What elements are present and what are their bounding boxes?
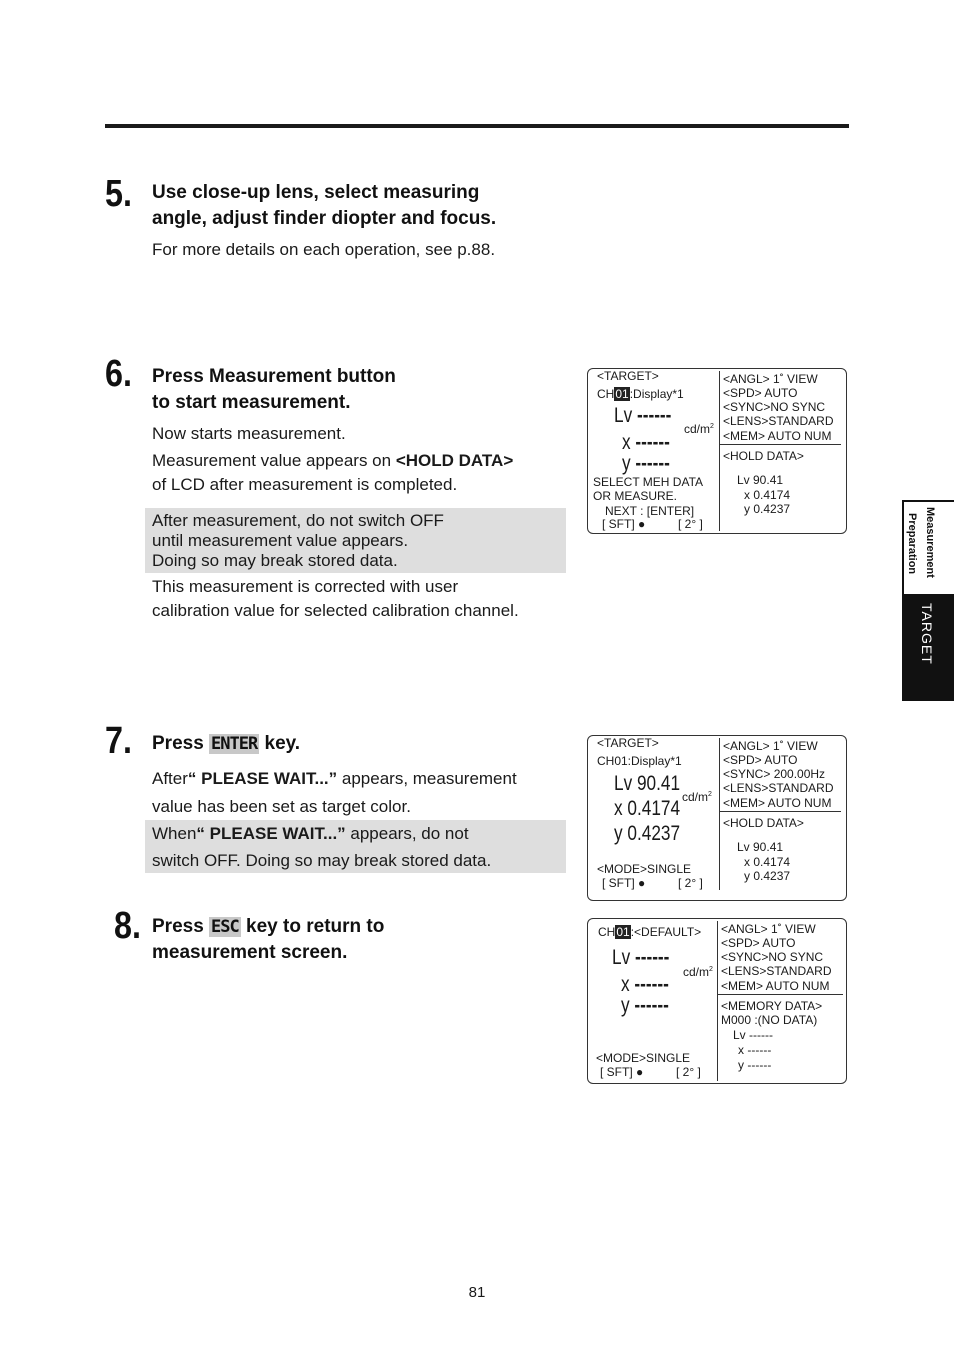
lcd2-lv: Lv 90.41 [614, 772, 681, 795]
lcd-screen-target-set [587, 735, 847, 901]
lcd1-channel-cursor: 01 [615, 387, 629, 401]
lcd3-deg: [ 2° ] [676, 1065, 701, 1079]
lcd3-mem-y: y ------ [738, 1058, 772, 1072]
step-7-number: 7. [105, 720, 132, 762]
step-6-note-line1: After measurement, do not switch OFF [152, 511, 444, 530]
enter-key: ENTER [211, 734, 258, 754]
lcd3-mem-lv: Lv ------ [733, 1028, 773, 1042]
esc-key: ESC [211, 917, 239, 937]
lcd3-memory: <MEMORY DATA> [721, 999, 823, 1013]
hold-data-label: <HOLD DATA> [395, 451, 514, 470]
step-6-number: 6. [105, 353, 132, 395]
lcd3-y: y ------ [621, 994, 669, 1017]
lcd3-lv: Lv ------ [612, 946, 670, 969]
step-6-body3-line1: This measurement is corrected with user [152, 577, 459, 596]
lcd1-spd: <SPD> AUTO [723, 386, 798, 400]
lcd2-channel: CH01:Display*1 [597, 754, 682, 768]
lcd3-angl: <ANGL> 1˚ VIEW [721, 922, 816, 936]
step-6-body3-line2: calibration value for selected calibration channel. [152, 601, 519, 620]
lcd1-unit: $cd/m^2$ [684, 422, 714, 436]
lcd-screen-measure [587, 368, 847, 534]
lcd1-x: x ------ [622, 431, 670, 454]
lcd1-deg: [ 2° ] [678, 517, 703, 531]
step-6-title [152, 364, 396, 416]
lcd2-hold-x: x 0.4174 [744, 855, 791, 869]
step-6-note-line3: Doing so may break stored data. [152, 551, 398, 570]
side-label-target: TARGET [919, 603, 935, 665]
lcd3-lens: <LENS>STANDARD [721, 964, 832, 978]
lcd1-mem: <MEM> AUTO NUM [723, 429, 832, 443]
lcd2-unit: $cd/m^2$ [682, 790, 712, 804]
step-6-title-line1: Press Measurement button [152, 366, 396, 387]
lcd1-target: <TARGET> [597, 369, 659, 383]
lcd1-divider [719, 371, 720, 531]
lcd1-lv: Lv ------ [614, 404, 672, 427]
step-7-title: Press ENTER key. [152, 733, 301, 754]
step-6-body2 [152, 449, 567, 497]
lcd2-sync: <SYNC> 200.00Hz [723, 767, 826, 781]
lcd2-angl: <ANGL> 1˚ VIEW [723, 739, 818, 753]
step-5-title-line2: angle, adjust finder diopter and focus. [152, 208, 497, 229]
lcd1-select2: OR MEASURE. [593, 489, 678, 503]
step-6-title-line2: to start measurement. [152, 392, 351, 413]
lcd2-y: y 0.4237 [614, 822, 681, 845]
lcd1-hdivider [719, 444, 841, 445]
lcd3-mem: <MEM> AUTO NUM [721, 979, 830, 993]
lcd2-mem: <MEM> AUTO NUM [723, 796, 832, 810]
lcd2-lens: <LENS>STANDARD [723, 781, 834, 795]
lcd3-unit: $cd/m^2$ [683, 965, 713, 979]
lcd3-x: x ------ [621, 973, 669, 996]
lcd3-channel: CH01:<DEFAULT> [598, 925, 702, 939]
side-label-measurement: Measurement [924, 507, 936, 578]
lcd2-hold-lv: Lv 90.41 [737, 840, 784, 854]
lcd3-spd: <SPD> AUTO [721, 936, 796, 950]
please-wait-message: “ PLEASE WAIT...” [187, 769, 338, 788]
lcd2-mode: <MODE>SINGLE [597, 862, 692, 876]
lcd1-sft: [ SFT] ● [602, 517, 646, 531]
step-6-note-line2: until measurement value appears. [152, 531, 409, 550]
lcd1-hold-x: x 0.4174 [744, 488, 791, 502]
step-5-title-line1: Use close-up lens, select measuring [152, 182, 480, 203]
lcd3-mode: <MODE>SINGLE [596, 1051, 691, 1065]
lcd-screen-default [587, 918, 847, 1084]
step-6-body3 [152, 575, 519, 623]
step-6-caution-note [145, 508, 566, 573]
lcd1-sync: <SYNC>NO SYNC [723, 400, 826, 414]
lcd3-m000: M000 :(NO DATA) [721, 1013, 818, 1027]
step-7-body: After“ PLEASE WAIT...” appears, measurement value has been set as target color. [152, 769, 517, 816]
page-number: 81 [468, 1284, 486, 1301]
lcd1-angl: <ANGL> 1˚ VIEW [723, 372, 818, 386]
lcd1-channel: CH01:Display*1 [597, 387, 684, 401]
lcd2-spd: <SPD> AUTO [723, 753, 798, 767]
lcd1-next: NEXT : [ENTER] [605, 504, 695, 518]
top-rule [105, 124, 849, 128]
lcd1-hold-lv: Lv 90.41 [737, 473, 784, 487]
step-6-body1: Now starts measurement. [152, 424, 346, 443]
lcd2-hdivider [719, 811, 841, 812]
lcd3-divider [717, 921, 718, 1081]
step-8-title: Press ESC key to return to measurement screen. [152, 916, 385, 963]
step-5-body: For more details on each operation, see p.88. [152, 240, 496, 259]
step-6-body2-pre: Measurement value appears on [152, 451, 396, 470]
side-label-preparation: Preparation [906, 513, 918, 575]
lcd3-sync: <SYNC>NO SYNC [721, 950, 824, 964]
lcd1-lens: <LENS>STANDARD [723, 414, 834, 428]
step-7-caution-note: When“ PLEASE WAIT...” appears, do not switch OFF. Doing so may break stored data. [145, 820, 566, 873]
lcd3-mem-x: x ------ [738, 1043, 772, 1057]
step-6-body2-post: of LCD after measurement is completed. [152, 475, 458, 494]
lcd1-select1: SELECT MEH DATA [593, 475, 704, 489]
lcd3-hdivider [717, 994, 843, 995]
lcd1-y: y ------ [622, 452, 670, 475]
lcd2-x: x 0.4174 [614, 797, 681, 820]
lcd2-divider [719, 738, 720, 890]
lcd2-deg: [ 2° ] [678, 876, 703, 890]
step-5-title [152, 180, 496, 232]
lcd1-hold: <HOLD DATA> [723, 449, 804, 463]
lcd3-channel-cursor: 01 [616, 925, 630, 939]
lcd2-sft: [ SFT] ● [602, 876, 646, 890]
lcd2-target: <TARGET> [597, 736, 659, 750]
step-5-number: 5. [105, 173, 132, 215]
lcd2-hold: <HOLD DATA> [723, 816, 804, 830]
lcd1-hold-y: y 0.4237 [744, 502, 791, 516]
lcd2-hold-y: y 0.4237 [744, 869, 791, 883]
step-8-number: 8. [114, 905, 141, 947]
lcd3-sft: [ SFT] ● [600, 1065, 644, 1079]
